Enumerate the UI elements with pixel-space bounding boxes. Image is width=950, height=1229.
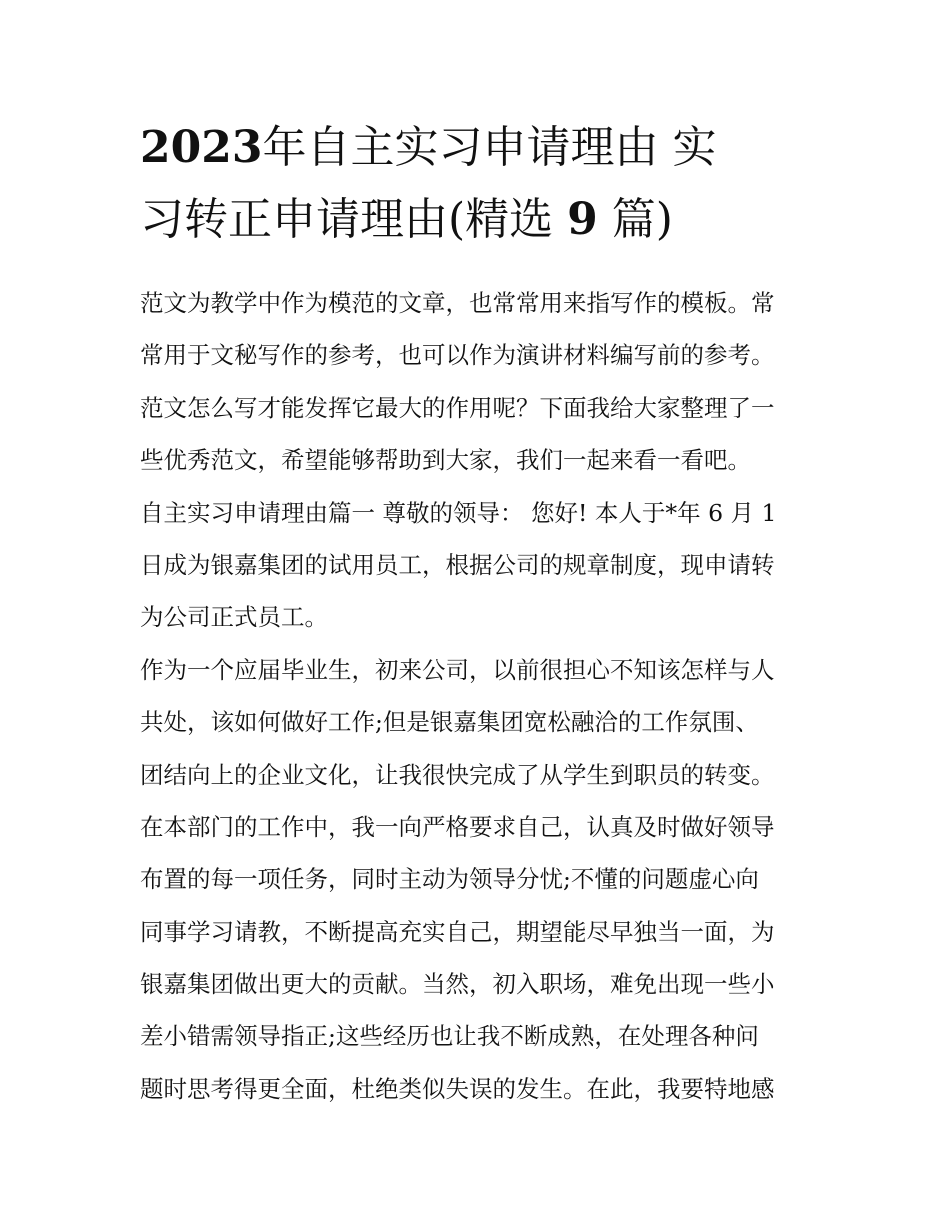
title-year: 2023 [140,122,263,173]
body-line: 为公司正式员工。 [140,603,328,632]
body-line: 常用于文秘写作的参考，也可以作为演讲材料编写前的参考。 [140,341,775,370]
body-line: 团结向上的企业文化，让我很快完成了从学生到职员的转变。 [140,760,775,789]
document-body [140,277,812,1115]
body-line: 布置的每一项任务，同时主动为领导分忧;不懂的问题虚心向 [140,865,759,894]
title-count: 9 [567,194,598,245]
title-text-1: 年自主实习申请理由 实 [262,122,717,173]
body-line: 银嘉集团做出更大的贡献。当然，初入职场，难免出现一些小 [140,970,775,999]
body-line: 同事学习请教，不断提高充实自己，期望能尽早独当一面，为 [140,917,775,946]
body-line: 日成为银嘉集团的试用员工，根据公司的规章制度，现申请转 [140,550,775,579]
body-line: 共处，该如何做好工作;但是银嘉集团宽松融洽的工作氛围、 [140,708,759,737]
body-line: 自主实习申请理由篇一 尊敬的领导： 您好! 本人于*年 6 月 1 [140,498,777,527]
body-line: 在本部门的工作中，我一向严格要求自己，认真及时做好领导 [140,812,775,841]
body-line: 作为一个应届毕业生，初来公司，以前很担心不知该怎样与人 [140,655,775,684]
body-line: 差小错需领导指正;这些经历也让我不断成熟，在处理各种问 [140,1022,759,1051]
title-text-2: 习转正申请理由(精选 [140,194,568,245]
title-text-3: 篇) [597,194,673,245]
document-title [140,112,820,256]
body-line: 范文为教学中作为模范的文章，也常常用来指写作的模板。常 [140,289,775,317]
body-line: 些优秀范文，希望能够帮助到大家，我们一起来看一看吧。 [140,446,751,475]
body-line: 范文怎么写才能发挥它最大的作用呢？下面我给大家整理了一 [140,393,775,422]
body-line: 题时思考得更全面，杜绝类似失误的发生。在此，我要特地感 [140,1074,775,1103]
